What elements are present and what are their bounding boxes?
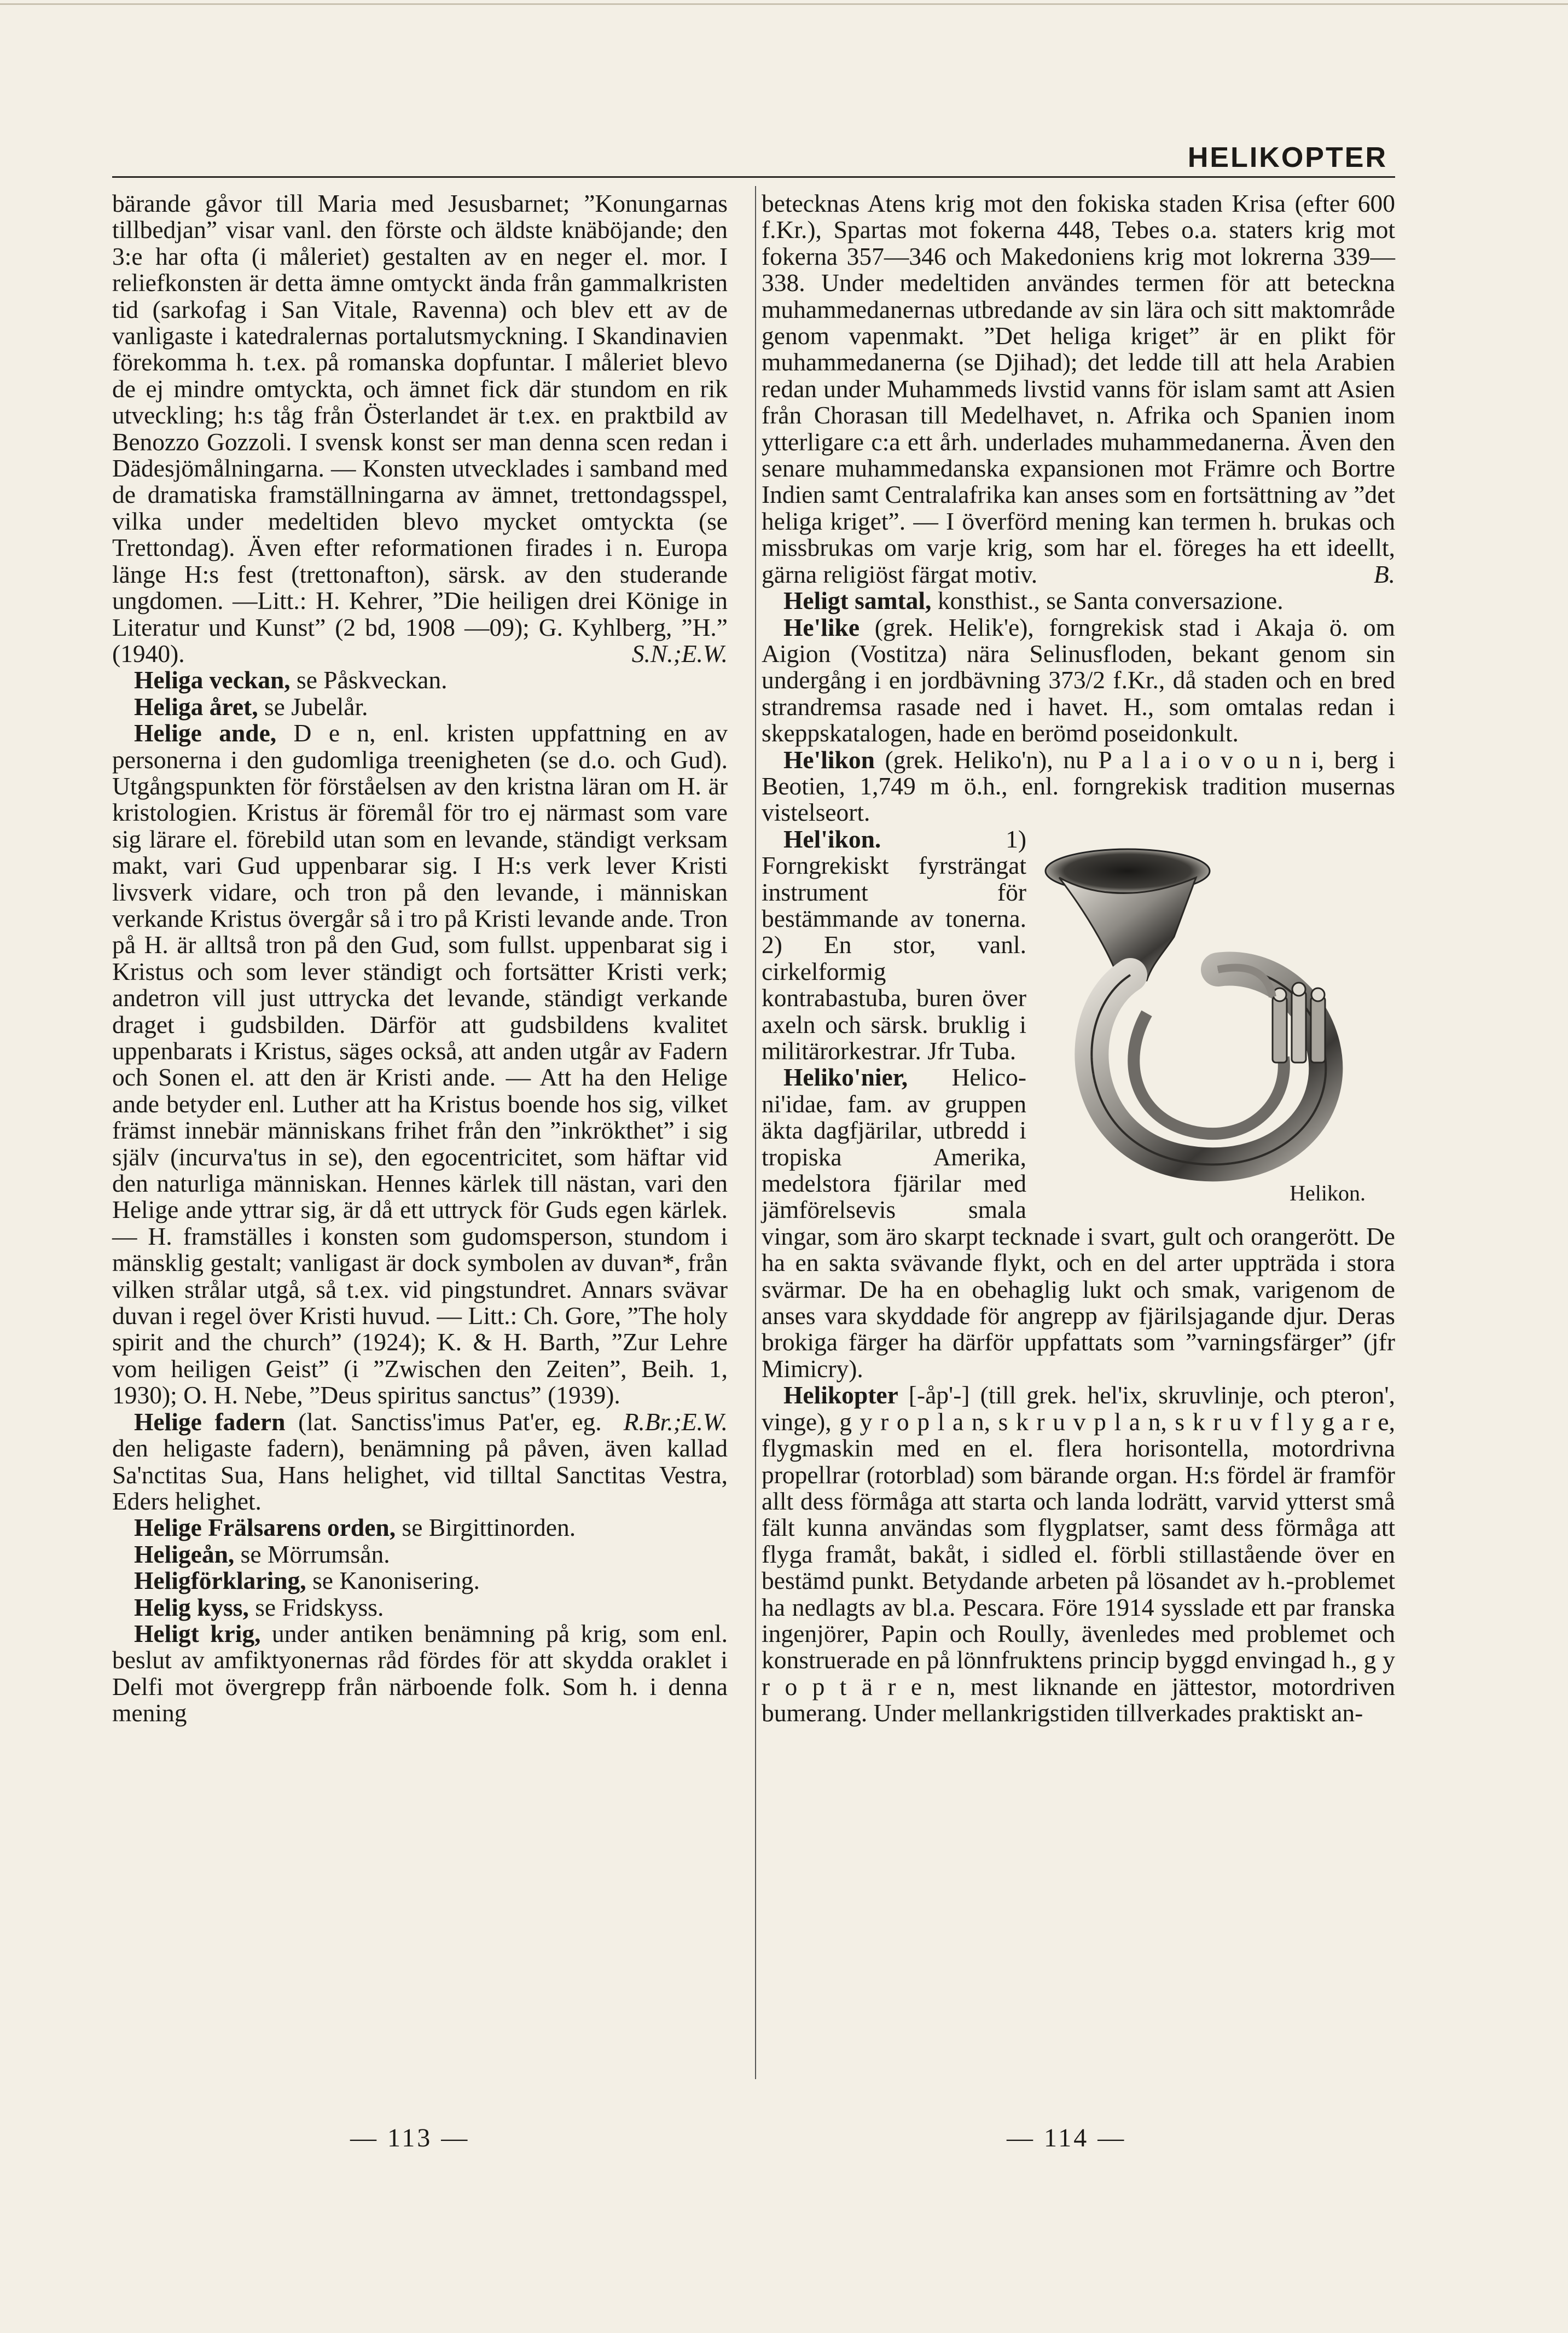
entry-helige-fralsarens-orden: Helige Frälsarens orden, se Birgittinorden. [134,1513,576,1542]
entry-helikopter: Helikopter [-åp'-] (till grek. hel'ix, skruvlinje, och pteron', vinge), g y r o p l a n, s k r u v p l a n, s k r u v f l y g a r e, flygmaskin med en el. flera horisontella, motordrivna propellrar (rotorblad) som bärande organ. H:s fördel är framför allt dess förmåga att starta och landa lodrätt, varvid ytterst små fält kunna användas som flygplatser, samt dess förmåga att flyga framåt, bakåt, i sidled el. förbli stillastående över en bestämd punkt. Betydande arbeten på lösandet av h.-problemet ha nedlagts av bl.a. Pescara. Före 1914 sysslade ett par franska ingenjörer, Papin och Roully, ävenledes med problemet och konstruerade en på lönnfruktens princip byggd envingad h., g y r o p t ä r e n, mest liknande en jättestor, motordriven bumerang. Under mellankrigstiden tillverkades praktiskt an- [762,1381,1395,1727]
entry-heliga-veckan: Heliga veckan, se Påskveckan. [134,666,448,694]
entry-heligforklaring: Heligförklaring, se Kanonisering. [134,1566,480,1595]
figure-caption: Helikon. [1290,1181,1366,1206]
entry-continuation: betecknas Atens krig mot den fokiska staden Krisa (efter 600 f.Kr.), Spartas mot fokerna 448, Tebes o.a. staters krig mot fokerna 357—346 och Makedoniens krig mot lokrerna 339—338. Under medeltiden användes termen för att beteckna muhammedanernas utbredande av sin lära och sitt maktområde genom vapenmakt. ”Det heliga kriget” är en plikt för muhammedanerna (se Djihad); det ledde till att hela Arabien redan under Muhammeds livstid vanns för islam samt att Asien från Chorasan till Medelhavet, n. Afrika och Spanien inom ytterligare c:a ett årh. underlades muhammedanerna. Även den senare muhammedanska expansionen mot Främre och Bortre Indien samt Centralafrika kan anses som en fortsättning av ”det heliga kriget”. — I överförd mening kan termen h. brukas och missbrukas om varje krig, som har el. föreges ha ett ideellt, gärna religiöst färgat motiv. B. [762,189,1395,588]
header-rule [112,176,1395,178]
headword: He'likon [783,745,875,774]
entry-helikon-berg: He'likon (grek. Heliko'n), nu P a l a i o v o u n i, berg i Beotien, 1,749 m ö.h., enl. forngrekisk tradition musernas vistelseort. [762,745,1395,827]
headword: Helige ande, [134,719,277,747]
headword: Heligt samtal, [783,587,932,615]
headword: Helige Frälsarens orden, [134,1513,396,1542]
page-top-edge [0,3,1568,5]
page-number-right: — 114 — [1007,2123,1126,2152]
headword: Heligeån, [134,1540,235,1568]
entry-helig-kyss: Helig kyss, se Fridskyss. [134,1593,384,1621]
entry-heligt-samtal: Heligt samtal, konsthist., se Santa conversazione. [783,587,1284,615]
entry-helikon-instrument: Hel'ikon. 1) Forngrekiskt fyrsträngat instrument för bestämmande av tonerna. 2) En stor, vanl. cirkelformig kontrabastuba, buren över axeln och särsk. bruklig i militärorkestrar. Jfr Tuba. [762,825,1026,1065]
headword: He'like [783,613,860,641]
entry-helige-ande: Helige ande, D e n, enl. kristen uppfattning en av personerna i den gudomliga treenigheten (se d.o. och Gud). Utgångspunkten för förståelsen av den kristna läran om H. är kristologien. Kristus är föremål för tro ej närmast som vare sig lärare el. förebild utan som en levande, ständigt verksam makt, vari Gud uppenbarar sig. I H:s verk lever Kristi livsverk vidare, och tron på den levande, i människan verkande Kristus övergår så i tro på Kristi levande ande. Tron på H. är alltså tron på den Gud, som fullst. uppenbarat sig i Kristus och som lever ständigt och fortsätter Kristi verk; andetron vill just uttrycka det levande, ständigt verkande draget i gudsbilden. Därför att gudsbildens kvalitet uppenbarats i Kristus, säges också, att anden utgår av Fadern och Sonen el. att den är Kristi ande. — Att ha den Helige ande betyder enl. Luther att ha Kristus boende hos sig, vilket främst innebär människans frihet från den ”inkrökthet” i sig själv (incurva'tus in se), den egocentricitet, som häftar vid den naturliga människan. Hennes kärlek till nästan, vari den Helige ande yttrar sig, är då ett uttryck för Guds egen kärlek. — H. framställes i konsten som gudomsperson, stundom i mänsklig gestalt; vanligast är dock symbolen av duvan*, från vilken strålar utgå, så t.ex. vid pingstundret. Annars svävar duvan i regel över Kristi huvud. — Litt.: Ch. Gore, ”The holy spirit and the church” (1924); K. & H. Barth, ”Zur Lehre vom heiligen Geist” (i ”Zwischen den Zeiten”, Beih. 1, 1930); O. H. Nebe, ”Deus spiritus sanctus” (1939). R.Br.;E.W. [112,719,728,1436]
entry-helike: He'like (grek. Helik'e), forngrekisk stad i Akaja ö. om Aigion (Vostitza) nära Selinusfloden, bekant genom sin undergång i en jordbävning 373/2 f.Kr., då staden och en bred strandremsa rasade ned i havet. H., som omtalas redan i skeppskatalogen, hade en berömd poseidonkult. [762,613,1395,747]
column-rule [755,186,756,2079]
headword: Heligförklaring, [134,1566,306,1595]
entry-helige-fadern: Helige fadern (lat. Sanctiss'imus Pat'er, eg. den heligaste fadern), benämning på påven, även kallad Sa'nctitas Sua, Hans helighet, vid tilltal Sanctitas Vestra, Eders helighet. [112,1407,728,1515]
headword: Helig kyss, [134,1593,249,1621]
headword: Hel'ikon. [783,825,881,853]
headword: Helikopter [783,1381,898,1409]
running-head: HELIKOPTER [1187,142,1387,173]
entry-heligean: Heligeån, se Mörrumsån. [134,1540,390,1568]
headword: Heligt krig, [134,1619,261,1647]
headword: Heliga året, [134,692,258,721]
helicon-tuba-illustration [1037,833,1398,1210]
signature: S.N.;E.W. [631,639,728,668]
signature: B. [1373,560,1395,588]
valve-cluster [1273,983,1325,1063]
headword: Helige fadern [134,1407,286,1436]
entry-continuation: bärande gåvor till Maria med Jesusbarnet; ”Konungarnas tillbedjan” visar vanl. den förste och äldste knäböjande; den 3:e har ofta (i måleriet) gestalten av en neger el. mor. I reliefkonsten är detta ämne omtyckt ända från gammalkristen tid (sarkofag i San Vitale, Ravenna) och blev ett av de vanligaste i katedralernas portalutsmyckning. I Skandinavien förekomma h. t.ex. på romanska dopfuntar. I måleriet blevo de ej mindre omtyckta, och ämnet fick där stundom en rik utveckling; h:s tåg från Österlandet är t.ex. en praktbild av Benozzo Gozzoli. I svensk konst ser man denna scen redan i Dädesjömålningarna. — Konsten utvecklades i samband med de dramatiska framställningarna av ämnet, trettondagsspel, vilka under medeltiden blevo mycket omtyckta (se Trettondag). Även efter reformationen firades i n. Europa länge H:s fest (trettonafton), särsk. av den studerande ungdomen. —Litt.: H. Kehrer, ”Die heiligen drei Könige in Literatur und Kunst” (2 bd, 1908 —09); G. Kyhlberg, ”H.” (1940). S.N.;E.W. [112,189,728,668]
entry-heliga-aret: Heliga året, se Jubelår. [134,692,368,721]
headword: Heliko'nier, [783,1063,908,1092]
entry-helikonier: Heliko'nier, Helico-ni'idae, fam. av gruppen äkta dagfjärilar, utbredd i tropiska Amerika, medelstora fjärilar med jämförelsevis smala vingar, som äro skarpt tecknade i svart, gult och orangerött. De ha en sakta svävande flykt, och en del arter uppträda i stora svärmar. De ha en obehaglig lukt och smak, varigenom de anses vara skyddade för angrepp av fjärilsjagande djur. Deras brokiga färger ha därför uppfattats som ”varningsfärger” (jfr Mimicry). [762,1063,1395,1383]
right-column [762,190,1395,1727]
headword: Heliga veckan, [134,666,291,694]
signature: R.Br.;E.W. [623,1407,728,1436]
page-number-left: — 113 — [350,2123,470,2152]
left-column [112,190,728,1727]
helicon-figure [1037,833,1398,1210]
entry-heligt-krig: Heligt krig, under antiken benämning på krig, som enl. beslut av amfiktyonernas råd fördes för att skydda oraklet i Delfi mot övergrepp från närboende folk. Som h. i denna mening [112,1619,728,1727]
